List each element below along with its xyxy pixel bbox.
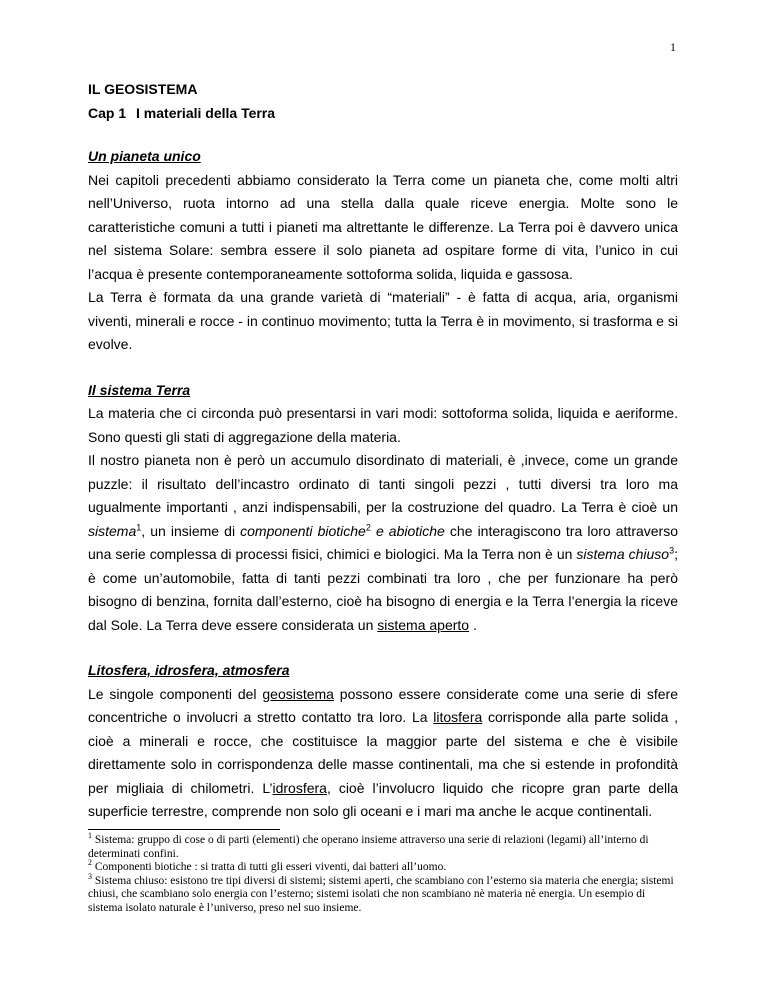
term-sistema: sistema <box>88 522 137 539</box>
paragraph: La Terra è formata da una grande varietà di “materiali” - è fatta di acqua, aria, organismi viventi, minerali e rocce - in continuo movimento; tutta la Terra è in movimento, si trasforma e si evolve. <box>88 289 678 352</box>
page-number: 1 <box>670 40 676 54</box>
footnote: $^2$ Componenti biotiche : si tratta di tutti gli esseri viventi, dai batteri all’uomo. <box>88 858 447 873</box>
paragraph: La materia che ci circonda può presentarsi in vari modi: sottoforma solida, liquida e aeriforme. Sono questi gli stati di aggregazione della materia. <box>88 405 678 445</box>
term-biotiche: componenti biotiche <box>240 522 366 539</box>
term-geosistema: geosistema <box>262 685 334 702</box>
chapter-number: Cap 1 <box>88 104 127 121</box>
term-sistema-chiuso: sistema chiuso <box>576 546 670 562</box>
chapter-heading <box>88 102 678 126</box>
term-litosfera: litosfera <box>433 709 483 725</box>
footnote: $^1$ Sistema: gruppo di cose o di parti (elementi) che operano insieme attraverso una serie di relazioni (legami) all’interno di determinati confini. <box>88 831 649 860</box>
term-sistema-aperto: sistema aperto <box>377 616 470 633</box>
section-heading-sistema: Il sistema Terra <box>88 381 191 398</box>
chapter-title: I materiali della Terra <box>136 104 276 121</box>
footnotes <box>88 831 678 915</box>
paragraph: Le singole componenti del geosistema possono essere considerate come una serie di sfere concentriche o involucri a stretto contatto tra loro. La litosfera corrisponde alla parte solida , cioè a minerali e rocce, che costituisce la maggior parte del sistema e che è visibile direttamente solo in corrispondenza delle masse continentali, ma che si estende in profondità per migliaia di chilometri. L’idrosfera, cioè l’involucro liquido che ricopre gran parte della superficie terrestre, comprende non solo gli oceani e i mari ma anche le acque continentali. <box>88 685 679 819</box>
term-idrosfera: idrosfera <box>272 779 327 796</box>
paragraph: Il nostro pianeta non è però un accumulo disordinato di materiali, è ,invece, come un grande puzzle: il risultato dell’incastro ordinato di tanti singoli pezzi , tutti diversi tra loro ma ugualmente importanti , anzi indispensabili, per la costruzione del quadro. La Terra è cioè un sistema$^1$, un insieme di componenti biotiche$^2$ e abiotiche che interagiscono tra loro attraverso una serie complessa di processi fisici, chimici e biologici. Ma la Terra non è un sistema chiuso$^3$; è come un’automobile, fatta di tanti pezzi combinati tra loro , che per funzionare ha però bisogno di benzina, fornita dall’esterno, cioè ha bisogno di energia e la Terra l’energia la riceve dal Sole. La Terra deve essere considerata un sistema aperto . <box>88 452 678 633</box>
document-title: IL GEOSISTEMA <box>88 81 198 97</box>
footnote-ref-1[interactable]: 1 <box>136 521 142 532</box>
footnote: $^3$ Sistema chiuso: esistono tre tipi diversi di sistemi; sistemi aperti, che scambiano con l’esterno sia materia che energia; sistemi chiusi, che scambiano solo energia con l’esterno; sistemi isolati che non scambiano nè materia nè energia. Un esempio di sistema isolato naturale è l’universo, preso nel suo insieme. <box>88 871 674 914</box>
footnote-ref-3[interactable]: 3 <box>669 545 675 556</box>
footnote-separator <box>88 829 280 830</box>
section-heading-pianeta: Un pianeta unico <box>88 148 201 164</box>
main-text <box>88 78 678 824</box>
footnote-ref-2[interactable]: 2 <box>365 521 371 532</box>
term-abiotiche: e abiotiche <box>370 522 445 539</box>
paragraph: Nei capitoli precedenti abbiamo considerato la Terra come un pianeta che, come molti altri nell’Universo, ruota intorno ad una stella dalla quale riceve energia. Molte sono le caratteristiche comuni a tutti i pianeti ma altrettante le differenze. La Terra poi è davvero unica nel sistema Solare: sembra essere il solo pianeta ad ospitare forme di vita, l’unico in cui l’acqua è presente contemporaneamente sottoforma solida, liquida e gassosa. <box>88 171 678 282</box>
section-heading-litosfera: Litosfera, idrosfera, atmosfera <box>88 662 290 678</box>
